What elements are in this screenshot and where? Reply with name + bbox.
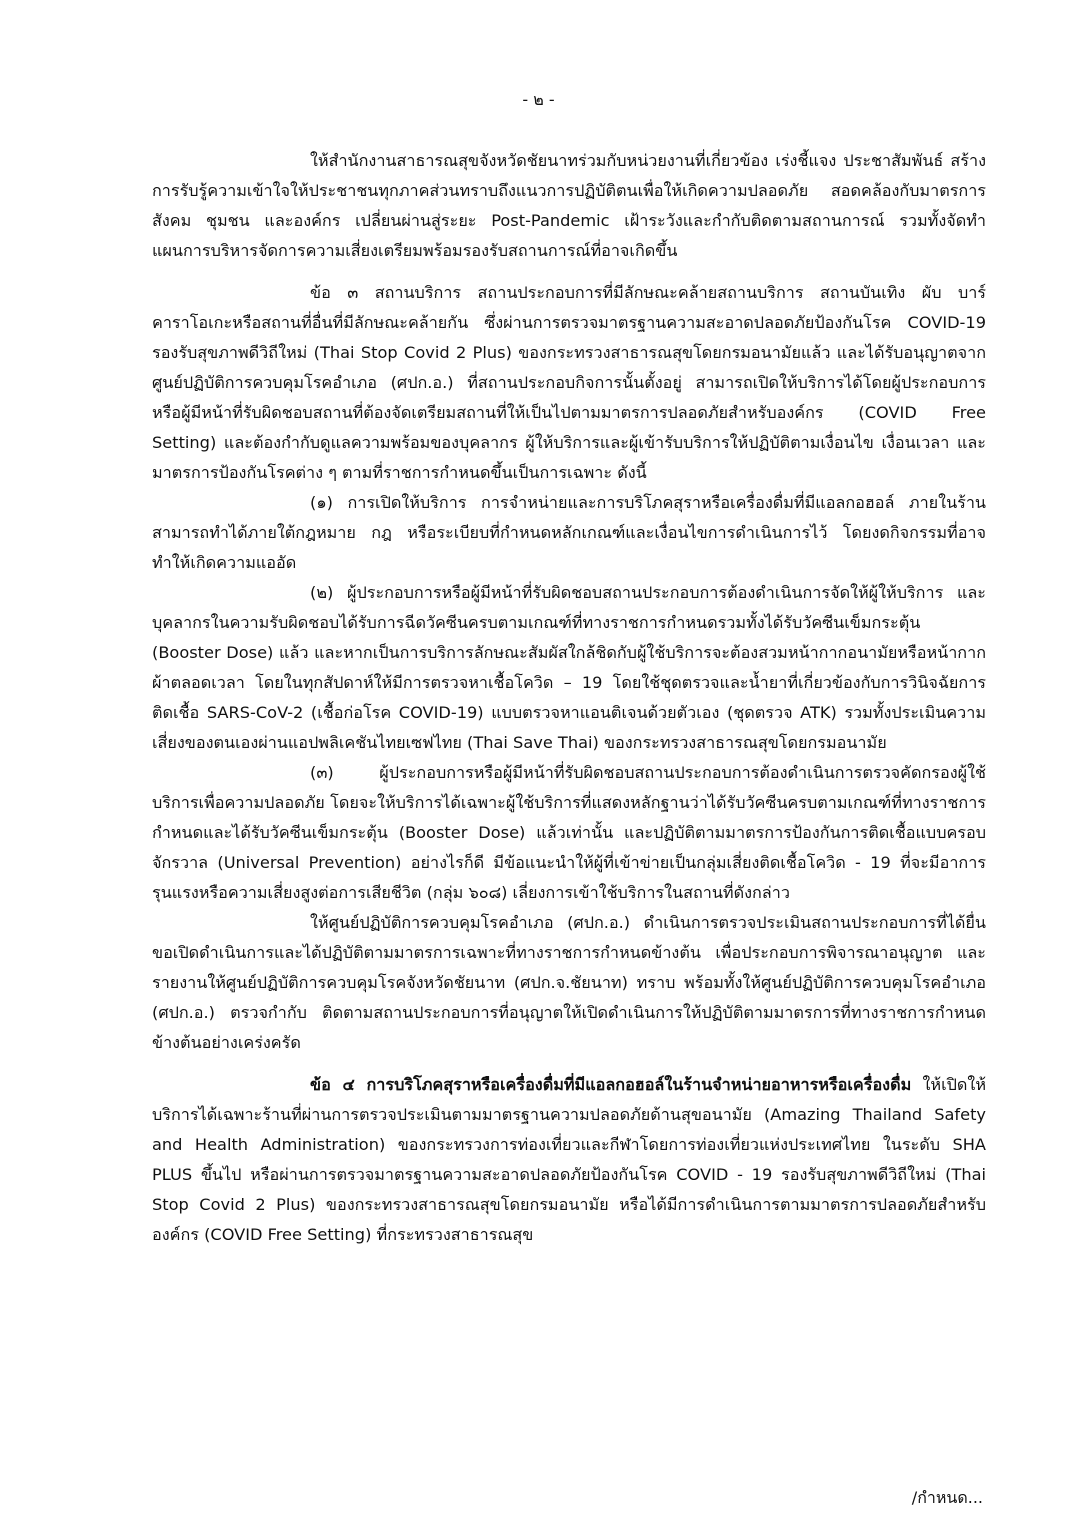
paragraph-clause-3-item-1: (๑) การเปิดให้บริการ การจำหน่ายและการบริโภคสุราหรือเครื่องดื่มที่มีแอลกอฮอล์ ภายในร้านสามารถทำได้ภายใต้กฎหมาย กฎ หรือระเบียบที่กำหนดหลักเกณฑ์และเงื่อนไขการดำเนินการไว้ โดยงดกิจกรรมที่อาจทำให้เกิดความแออัด [152,493,986,572]
document-body [152,146,986,1250]
clause-4-body: ให้เปิดให้บริการได้เฉพาะร้านที่ผ่านการตรวจประเมินตามมาตรฐานความปลอดภัยด้านสุขอนามัย (Amazing Thailand Safety and Health Administration) ของกระทรวงการท่องเที่ยวและกีฬาโดยการท่องเที่ยวแห่งประเทศไทย ในระดับ SHA PLUS ขึ้นไป หรือผ่านการตรวจมาตรฐานความสะอาดปลอดภัยป้องกันโรค COVID - 19 รองรับสุขภาพดีวิถีใหม่ (Thai Stop Covid 2 Plus) ของกระทรวงสาธารณสุขโดยกรมอนามัย หรือได้มีการดำเนินการตามมาตรการปลอดภัยสำหรับองค์กร (COVID Free Setting) ที่กระทรวงสาธารณสุข [152,1075,986,1244]
page-number: - ๒ - [522,90,555,109]
paragraph-district-center: ให้ศูนย์ปฏิบัติการควบคุมโรคอำเภอ (ศปก.อ.) ดำเนินการตรวจประเมินสถานประกอบการที่ได้ยื่นขอเปิดดำเนินการและได้ปฏิบัติตามมาตรการเฉพาะที่ทางราชการกำหนดข้างต้น เพื่อประกอบการพิจารณาอนุญาต และรายงานให้ศูนย์ปฏิบัติการควบคุมโรคจังหวัดชัยนาท (ศปก.จ.ชัยนาท) ทราบ พร้อมทั้งให้ศูนย์ปฏิบัติการควบคุมโรคอำเภอ (ศปก.อ.) ตรวจกำกับ ติดตามสถานประกอบการที่อนุญาตให้เปิดดำเนินการให้ปฏิบัติตามมาตรการที่ทางราชการกำหนดข้างต้นอย่างเคร่งครัด [152,913,986,1052]
paragraph-clause-3-item-2: (๒) ผู้ประกอบการหรือผู้มีหน้าที่รับผิดชอบสถานประกอบการต้องดำเนินการจัดให้ผู้ให้บริการ และบุคลากรในความรับผิดชอบได้รับการฉีดวัคซีนครบตามเกณฑ์ที่ทางราชการกำหนดรวมทั้งได้รับวัคซีนเข็มกระตุ้น (Booster Dose) แล้ว และหากเป็นการบริการลักษณะสัมผัสใกล้ชิดกับผู้ใช้บริการจะต้องสวมหน้ากากอนามัยหรือหน้ากากผ้าตลอดเวลา โดยในทุกสัปดาห์ให้มีการตรวจหาเชื้อโควิด – 19 โดยใช้ชุดตรวจและน้ำยาที่เกี่ยวข้องกับการวินิจฉัยการติดเชื้อ SARS-CoV-2 (เชื้อก่อโรค COVID-19) แบบตรวจหาแอนติเจนด้วยตัวเอง (ชุดตรวจ ATK) รวมทั้งประเมินความเสี่ยงของตนเองผ่านแอปพลิเคชันไทยเซฟไทย (Thai Save Thai) ของกระทรวงสาธารณสุขโดยกรมอนามัย [152,583,986,752]
paragraph-clause-4 [152,1070,986,1250]
clause-4-heading: ข้อ ๔ การบริโภคสุราหรือเครื่องดื่มที่มีแอลกอฮอล์ในร้านจำหน่ายอาหารหรือเครื่องดื่ม [310,1075,912,1094]
paragraph-public-relations: ให้สำนักงานสาธารณสุขจังหวัดชัยนาทร่วมกับหน่วยงานที่เกี่ยวข้อง เร่งชี้แจง ประชาสัมพันธ์ สร้างการรับรู้ความเข้าใจให้ประชาชนทุกภาคส่วนทราบถึงแนวการปฏิบัติตนเพื่อให้เกิดความปลอดภัย สอดคล้องกับมาตรการสังคม ชุมชน และองค์กร เปลี่ยนผ่านสู่ระยะ Post-Pandemic เฝ้าระวังและกำกับติดตามสถานการณ์ รวมทั้งจัดทำแผนการบริหารจัดการความเสี่ยงเตรียมพร้อมรองรับสถานการณ์ที่อาจเกิดขึ้น [152,151,986,260]
continuation-marker: /กำหนด... [911,1488,983,1507]
paragraph-clause-3: ข้อ ๓ สถานบริการ สถานประกอบการที่มีลักษณะคล้ายสถานบริการ สถานบันเทิง ผับ บาร์ คาราโอเกะหรือสถานที่อื่นที่มีลักษณะคล้ายกัน ซึ่งผ่านการตรวจมาตรฐานความสะอาดปลอดภัยป้องกันโรค COVID-19 รองรับสุขภาพดีวิถีใหม่ (Thai Stop Covid 2 Plus) ของกระทรวงสาธารณสุขโดยกรมอนามัยแล้ว และได้รับอนุญาตจากศูนย์ปฏิบัติการควบคุมโรคอำเภอ (ศปก.อ.) ที่สถานประกอบกิจการนั้นตั้งอยู่ สามารถเปิดให้บริการได้โดยผู้ประกอบการหรือผู้มีหน้าที่รับผิดชอบสถานที่ต้องจัดเตรียมสถานที่ให้เป็นไปตามมาตรการปลอดภัยสำหรับองค์กร (COVID Free Setting) และต้องกำกับดูแลความพร้อมของบุคลากร ผู้ให้บริการและผู้เข้ารับบริการให้ปฏิบัติตามเงื่อนไข เงื่อนเวลา และมาตรการป้องกันโรคต่าง ๆ ตามที่ราชการกำหนดขึ้นเป็นการเฉพาะ ดังนี้ [152,283,986,482]
paragraph-clause-3-item-3: (๓) ผู้ประกอบการหรือผู้มีหน้าที่รับผิดชอบสถานประกอบการต้องดำเนินการตรวจคัดกรองผู้ใช้บริการเพื่อความปลอดภัย โดยจะให้บริการได้เฉพาะผู้ใช้บริการที่แสดงหลักฐานว่าได้รับวัคซีนครบตามเกณฑ์ที่ทางราชการกำหนดและได้รับวัคซีนเข็มกระตุ้น (Booster Dose) แล้วเท่านั้น และปฏิบัติตามมาตรการป้องกันการติดเชื้อแบบครอบจักรวาล (Universal Prevention) อย่างไรก็ดี มีข้อแนะนำให้ผู้ที่เข้าข่ายเป็นกลุ่มเสี่ยงติดเชื้อโควิด - 19 ที่จะมีอาการรุนแรงหรือความเสี่ยงสูงต่อการเสียชีวิต (กลุ่ม ๖๐๘) เลี่ยงการเข้าใช้บริการในสถานที่ดังกล่าว [152,763,986,902]
